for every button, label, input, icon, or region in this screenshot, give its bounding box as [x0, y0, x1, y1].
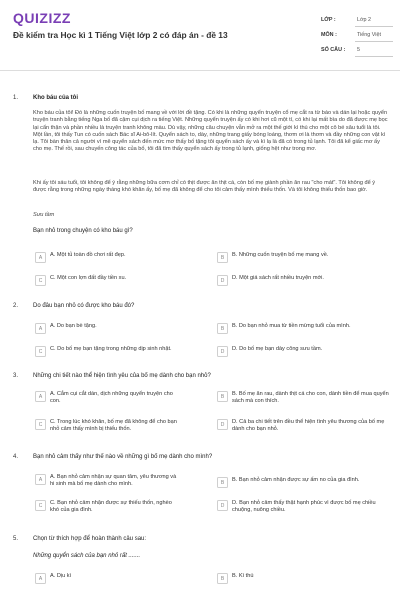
meta-underline — [355, 56, 393, 57]
option-text: A. Một tủ toàn đồ chơi rất đẹp. — [50, 252, 126, 258]
option-text: A. Dịu kì — [50, 573, 72, 579]
passage-source: Sưu tầm — [33, 212, 55, 218]
option-letter: A — [35, 252, 46, 263]
meta-underline — [355, 26, 393, 27]
answer-option[interactable] — [35, 474, 180, 488]
worksheet-title: Đề kiểm tra Học kì 1 Tiếng Việt lớp 2 có đáp án - đề 13 — [13, 30, 228, 40]
passage-paragraph: Khi ấy tôi sáu tuổi, tôi không để ý rằng những bữa cơm chỉ có thịt được ăn thịt cá, còn bố mẹ giành phần ăn rau "cho mát". Tôi không để ý được rằng trong những ngày tháng khó khăn ấy, bố mẹ đã không để cho tôi cảm thấy mình thiếu thốn. Và tôi không thiếu thốn bao giờ. — [33, 180, 376, 194]
option-text: B. Do bạn nhỏ mua từ tiền mừng tuổi của mình. — [232, 323, 351, 329]
option-letter: A — [35, 474, 46, 485]
option-text: A. Cắm cụi cắt dán, dịch những quyển truyện cho con. — [50, 391, 173, 404]
fill-in-sentence: Những quyển sách của bạn nhỏ rất ....... — [33, 553, 141, 559]
answer-option[interactable] — [217, 477, 392, 488]
answer-option[interactable] — [35, 500, 180, 514]
question-number: 4. — [13, 454, 19, 460]
option-letter: C — [35, 346, 46, 357]
answer-option[interactable] — [35, 391, 180, 405]
meta-value: 5 — [357, 47, 360, 53]
question-number: 2. — [13, 303, 19, 309]
header-divider — [0, 70, 400, 71]
answer-option[interactable] — [217, 323, 397, 334]
answer-option[interactable] — [217, 500, 392, 514]
question-text: Những chi tiết nào thể hiện tình yêu của bố mẹ dành cho bạn nhỏ? — [33, 373, 211, 379]
answer-option[interactable] — [217, 573, 392, 584]
passage-paragraph: Kho báu của tôi! Đó là những cuốn truyện bố mang về với lời đề tặng. Có khi là những quyển truyện cổ mẹ cắt ra từ báo và dán lại hoặc quyển truyện tranh bằng tiếng Nga bố đã cậm cụi dịch ra tiếng Việt. Những quyển truyện ấy có khi hơi cũ một tí, có khi lại mất bìa do đã được mẹ bọc lại cẩn thận và phần nhiều là truyện tranh không màu. Dù vậy, những câu chuyện vẫn mở ra một thế giới kì thú cho một cô bé sâu tuổi là tôi. Một lần, tôi thấy Tun có cuốn sách Bác sĩ Ai-bô-lít. Quyển sách to, dày, những trang giấy bóng loáng, thơm ơi là thơm và đầy những con vật kì lạ. Tôi bàn thân cả người vì mê quyển sách đến mức mơ thấy bố tặng tôi quyển sách ấy và kì lạ là đã có trong tủ lạnh. Tôi đã kể giấc mơ ấy cho mẹ. Thế rồi, sau chuyến công tác của bố, tôi đã tìm thấy quyển sách ấy trong tủ lạnh, giống hệt như trong mơ. — [33, 110, 388, 153]
meta-row-subject — [321, 28, 393, 43]
option-text: A. Do bạn bè tặng. — [50, 323, 97, 329]
answer-option[interactable] — [35, 323, 180, 334]
option-letter: D — [217, 275, 228, 286]
answer-option[interactable] — [217, 275, 392, 286]
option-letter: D — [217, 419, 228, 430]
question-number: 5. — [13, 536, 19, 542]
question-text: Bạn nhỏ cảm thấy như thế nào về những gì bố mẹ dành cho mình? — [33, 454, 213, 460]
meta-value: Lớp 2 — [357, 17, 372, 23]
option-letter: A — [35, 391, 46, 402]
meta-value: Tiếng Việt — [357, 32, 381, 38]
meta-underline — [355, 41, 393, 42]
answer-option[interactable] — [217, 252, 392, 263]
option-text: C. Bạn nhỏ cảm nhận được sự thiếu thốn, nghèo khó của gia đình. — [50, 500, 172, 513]
option-letter: A — [35, 323, 46, 334]
option-letter: C — [35, 500, 46, 511]
option-letter: D — [217, 346, 228, 357]
option-text: C. Do bố mẹ bạn tặng trong những dịp sinh nhật. — [50, 346, 172, 352]
answer-option[interactable] — [217, 419, 392, 433]
option-text: B. Kì thú — [232, 573, 254, 579]
quizizz-logo: QUIZIZZ — [13, 10, 71, 26]
worksheet-header — [0, 0, 400, 62]
question-text: Do đâu bạn nhỏ có được kho báu đó? — [33, 303, 135, 309]
option-text: D. Do bố mẹ bạn dày công sưu tầm. — [232, 346, 323, 352]
option-text: B. Những cuốn truyện bố mẹ mang về. — [232, 252, 329, 258]
option-letter: C — [35, 275, 46, 286]
meta-label: LỚP : — [321, 17, 336, 23]
answer-option[interactable] — [35, 573, 180, 584]
answer-option[interactable] — [217, 346, 392, 357]
question-number: 3. — [13, 373, 19, 379]
question-text: Bạn nhỏ trong chuyện có kho báu gì? — [33, 228, 133, 234]
answer-option[interactable] — [35, 275, 180, 286]
passage-title: Kho báu của tôi — [33, 95, 78, 101]
answer-option[interactable] — [35, 346, 215, 357]
option-text: D. Bạn nhỏ cảm thấy thật hạnh phúc vì được bố mẹ chiều chuộng, nuông chiều. — [232, 500, 376, 513]
option-letter: D — [217, 500, 228, 511]
option-letter: B — [217, 252, 228, 263]
option-text: B. Bạn nhỏ cảm nhận được sự ấm no của gia đình. — [232, 477, 360, 483]
answer-option[interactable] — [217, 391, 392, 405]
question-text: Chọn từ thích hợp để hoàn thành câu sau: — [33, 536, 147, 542]
option-letter: B — [217, 573, 228, 584]
worksheet-meta — [321, 13, 393, 58]
option-letter: B — [217, 323, 228, 334]
option-text: A. Bạn nhỏ cảm nhận sự quan tâm, yêu thương và hi sinh mà bố mẹ dành cho mình. — [50, 474, 177, 487]
option-text: B. Bố mẹ ăn rau, dành thịt cá cho con, dành tiền để mua quyển sách mà con thích. — [232, 391, 389, 404]
option-text: C. Một con lợn đất đầy tiền xu. — [50, 275, 127, 281]
option-text: D. Cả ba chi tiết trên đều thể hiện tình yêu thương của bố mẹ dành cho bạn nhỏ. — [232, 419, 385, 432]
option-text: C. Trong lúc khó khăn, bố mẹ đã không để cho bạn nhỏ cảm thấy mình bị thiếu thốn. — [50, 419, 177, 432]
option-text: D. Một giá sách rất nhiều truyện mới. — [232, 275, 324, 281]
meta-row-count — [321, 43, 393, 58]
question-number: 1. — [13, 95, 19, 101]
option-letter: B — [217, 391, 228, 402]
option-letter: C — [35, 419, 46, 430]
answer-option[interactable] — [35, 252, 180, 263]
meta-label: SỐ CÂU : — [321, 47, 346, 53]
meta-label: MÔN : — [321, 32, 337, 38]
answer-option[interactable] — [35, 419, 180, 433]
option-letter: B — [217, 477, 228, 488]
meta-row-grade — [321, 13, 393, 28]
option-letter: A — [35, 573, 46, 584]
